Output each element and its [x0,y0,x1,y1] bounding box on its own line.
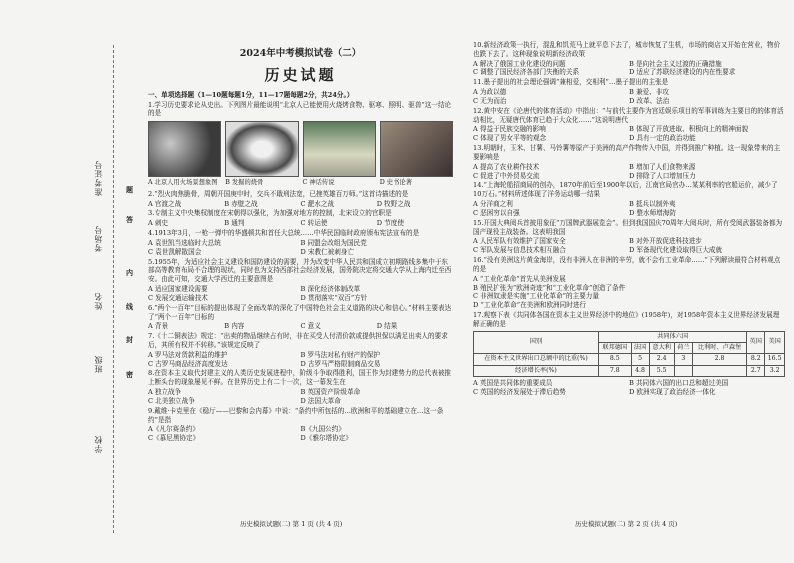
table-col-head: 美国 [765,331,785,354]
table-row [474,365,785,376]
caption-a: A 北京人用火场景想象图 [148,179,218,187]
option: C 调整了国民经济各部门失衡的关系 [473,68,580,77]
option: B 抵兵以制外夷 [629,200,676,209]
table-col-head: 荷兰 [674,342,692,353]
field-room: 考场号 [94,225,103,252]
table-cell: 2.4 [649,354,674,365]
question-1: 1.学习历史要求论从史出。下列图片最能说明“北京人已能使用火烧烤食物、驱寒、照明、驱兽”这一结论的是 [148,100,452,118]
question-12-options [473,125,785,143]
option: A 官渡之战 [148,199,182,208]
option: D 结果 [376,322,398,331]
question-10: 10.新经济政策一执行，混乱和饥荒马上就平息下去了，城市恢复了生机，市场的商店又开始在营业，物价也跌下去了。这种现象说明新经济政策 [473,41,781,58]
option: C 袁世凯解散国会 [148,247,202,256]
caption-b: B 发掘的烧骨 [225,179,264,187]
table-cell: 8.5 [598,354,631,365]
question-2-options [148,200,453,209]
option: D 欧洲实现了政治经济一体化 [629,387,716,396]
option: A 为政以德 [473,88,507,97]
option: C 英国的经济发展处于滞后趋势 [473,387,566,396]
option: B 内容 [224,322,245,331]
table-cell: 5.5 [649,365,674,376]
option: D 军备现代化建设取得巨大成就 [629,246,723,255]
table-cell: 2.8 [692,354,746,365]
option: D 排除了人口增加压力 [629,171,696,180]
option: B 罗马法对私有财产的保护 [300,350,380,359]
question-3: 3.专制主义中央集权制度在宋朝得以强化，为加强对地方的控制，北宋设立的官职是 [148,209,392,218]
option: A “工业化革命”首先从美洲发展 [473,274,566,283]
option: B 英国资产阶级革命 [300,388,361,397]
option: C 古罗马商品经济高度发达 [148,359,228,368]
option: A 得益于民族交融的影响 [473,125,546,134]
question-10-options [473,60,785,78]
table-cell: 8.2 [747,354,765,365]
option: A《凡尔赛条约》 [148,425,199,434]
option: C 无为而治 [473,96,507,105]
question-15: 15.开国大典阅兵首披用象征“万国牌武器展览会”。但到我国国庆70周年大阅兵时，所有受阅武器装备都为国产现役主战装备。这表明我国 [473,218,783,236]
option: C 北美独立战争 [148,396,195,405]
option: C 体现了男女平等的观念 [473,134,547,143]
question-12: 12.黄中安在《论唐代的体育活动》中指出：“与前代主要作为宫廷娱乐项目的军事训练为主要目的的体育活动相比，无疑唐代体育已趋于大众化……”这说明唐代 [473,106,784,124]
field-class: 班级 [94,355,103,373]
option: A 罗马法对货款利益的维护 [148,350,228,359]
question-2: 2.“烈火肉焦脆骨，周朝开国庚申时，交兵不戢刑法宽，已挫英雄百万师。”这首诗描述的是 [148,189,409,198]
question-5-options [148,285,453,303]
binding-word: 封 [126,335,133,344]
binding-word: 题 [126,185,133,194]
option: A 提高了农业耕作技术 [473,162,540,171]
option: B 深化经济体制改革 [300,285,361,294]
option: D 牧野之战 [376,199,411,208]
option: A 分洋商之利 [473,200,513,209]
table-cell: 3.2 [765,365,785,376]
option: C 发展交通运输技术 [148,293,208,302]
table-cell: 3 [674,354,692,365]
option: C 转运使 [300,219,328,228]
table-row [474,354,785,365]
field-name: 姓名 [94,292,103,310]
binding-word: 密 [126,370,133,379]
table-cell: 5 [631,354,649,365]
question-9: 9.戴维·卡克里在《稳厅——巴黎和会内幕》中说：“条约中所包括的…欧洲和平的基础建立在…这一条约”是指 [148,406,444,424]
question-17: 17.观察下表《共同体各国在资本主义世界经济中的地位》(1958年)，对1958年资本主义世界经济发展理解正确的是 [473,311,780,328]
option: D 改革、法治 [629,96,670,105]
option: C 淝水之战 [300,199,335,208]
option: B 对外开放促进科技进步 [629,237,702,246]
table-cell: 4.8 [631,365,649,376]
subject-title: 历史试题 [264,65,337,84]
table-col-head: 意大利 [649,342,674,353]
section-heading: 一、单项选择题（1—10题每题1分，11—17题每题2分，共24分。） [148,90,354,99]
binding-line [113,45,114,533]
table-cell [674,365,692,376]
page-2-footer: 历史模拟试题(二) 第 2 页 (共 4 页) [575,520,678,528]
option: C 军队发展与信息技术相互融合 [473,246,566,255]
option: B 增加了人们食物来源 [629,162,696,171]
option: D 适应了苏联经济建设的内在性要求 [629,68,736,77]
caption-d: D 史书论著 [379,179,412,187]
caption-c: C 神话传说 [302,179,335,187]
question-17-options [473,379,785,397]
question-13: 13.明朝时，玉米、甘薯、马铃薯等原产于美洲的高产作物传入中国，并得到推广种植。这一现象带来的主要影响是 [473,144,781,161]
table-cell: 在资本主义世界出口总额中的比重(%) [474,354,599,365]
page-2-column [473,40,785,397]
trade-table [473,331,785,377]
option: C 促进了中外贸易交流 [473,171,540,180]
question-7: 7.《十二铜表法》规定：“出卖的物品继续占有时，非在买受人付清价款或提供担保以满足出卖人的要求后，其所有权并不转移。”该规定反映了 [148,332,448,349]
question-3-options [148,219,453,228]
question-16-options [473,275,785,310]
question-14-options [473,200,785,218]
option: A 背景 [148,322,169,331]
option: D 整水师增海防 [629,208,676,217]
binding-word: 线 [126,302,133,311]
question-8-options [148,388,453,406]
option: B 兼爱、非攻 [629,88,669,97]
table-cell [692,365,746,376]
page-1-column [148,40,453,443]
field-exam-number: 准考证号 [94,160,103,196]
fire-scene-image [148,121,221,177]
option: A 人民军队有效维护了国家安全 [473,237,566,246]
option: B 共同体六国的出口总和超过美国 [629,378,729,387]
option: D 贯彻落实“双百”方针 [300,293,368,302]
option: A 解决了俄国工业化建设的问题 [473,59,566,68]
field-school: 学校 [94,435,103,453]
option: C 意义 [300,322,321,331]
question-4: 4.1913年3月，一枪一弹中的华盛顿共和首任大总统……中华民国临时政府颁布宪法宣布的是 [148,229,420,238]
question-6: 6.“两个一百年”目标的提出体现了全面改革的深化了中国特色社会主义道路的决心和信心。”材料主要表达了“两个一百年”目标的 [148,303,452,321]
question-11-options [473,88,785,106]
question-14: 14.“上海轮船招商局的创办，1870年前后至1900年以后，江南官局官办…某某利率的官船运价，减少了10万石。”材料所述体现了洋务运动哪一结果 [473,181,778,199]
table-col-head: 联邦德国 [598,342,631,353]
table-col-head: 英国 [747,331,765,354]
question-15-options [473,237,785,255]
table-cell: 16.5 [765,354,785,365]
option: A 英国是共同体的重要成员 [473,378,553,387]
option: A 适应国家建设需要 [148,285,208,294]
option: D 法国大革命 [300,396,341,405]
option: B 是向社会主义过渡的正确措施 [629,59,722,68]
table-col-head: 法国 [631,342,649,353]
table-cell: 7.8 [598,365,631,376]
burnt-bone-image [225,121,298,177]
option: A 袁世凯当选临时大总统 [148,238,221,247]
option: D《雅尔塔协定》 [300,434,352,443]
option: B 赤壁之战 [224,199,258,208]
history-book-image [380,121,453,177]
option: C 恶困穷以自强 [473,208,520,217]
page-1-footer: 历史模拟试题(二) 第 1 页 (共 4 页) [240,520,343,528]
question-9-options [148,425,453,443]
option: D 具有一定的政治功能 [629,134,696,143]
binding-word: 答 [126,215,133,224]
question-11: 11.墨子提出的社会理论强调“兼相爱，交相利”…墨子提出的主张是 [473,78,669,87]
question-5: 5.1955年，为适应社会主义建设和国防建设的需要，并为改变中华人民共和国成立初期路线多集中于东部高等教育布局不合理的现状，同时也为支持西部社会经济发展，国务院决定将交通大学从上海内迁至西安。由此可知，交通大学西迁的主要意图是 [148,257,452,284]
option: C 非洲奴隶是实施“工业化革命”的主要力量 [473,292,599,301]
table-group-head: 共同体六国 [598,331,746,342]
question-4-options [148,239,453,257]
table-col-head: 比利时、卢森堡 [692,342,746,353]
option: B 体现了开放进取、积极向上的精神面貌 [629,125,749,134]
option: B《九国公约》 [300,425,345,434]
option: C《慕尼黑协定》 [148,434,200,443]
option: D 古罗马严格限制商品交易 [300,359,381,368]
question-16: 16.“没有美洲这片黄金海岸，没有非洲人在非洲的辛劳，就不会有工业革命……”下列解读最符合材料观点的是 [473,256,781,273]
option: D 宋教仁被刺身亡 [300,247,355,256]
question-1-images [148,121,453,177]
binding-word: 内 [126,268,133,277]
option: B 通判 [224,219,245,228]
question-13-options [473,163,785,181]
option: D 节度使 [376,219,404,228]
option: A 独立战争 [148,388,182,397]
table-cell: 经济增长率(%) [474,365,599,376]
option: A 刺史 [148,219,169,228]
question-8: 8.在资本主义取代封建主义的人类历史发展进程中，阶级斗争取得胜利，国王作为封建势力的总代表被推上断头台的现象屡见不鲜。在世界历史上有二十一次，这一幕发生在 [148,369,452,387]
option: B 殖民扩张为“欧洲奇迹”和“工业化革命”创造了条件 [473,283,626,292]
exam-title: 2024年中考模拟试卷（二） [239,48,362,59]
image-captions [148,179,453,187]
table-row-head: 国别 [474,331,599,354]
option: B 同盟会改组为国民党 [300,238,367,247]
table-cell: 2.7 [747,365,765,376]
question-7-options [148,351,453,369]
option: D “工业化革命”在美洲和欧洲同时进行 [473,301,587,310]
question-6-options [148,322,453,331]
myth-book-image [303,121,376,177]
